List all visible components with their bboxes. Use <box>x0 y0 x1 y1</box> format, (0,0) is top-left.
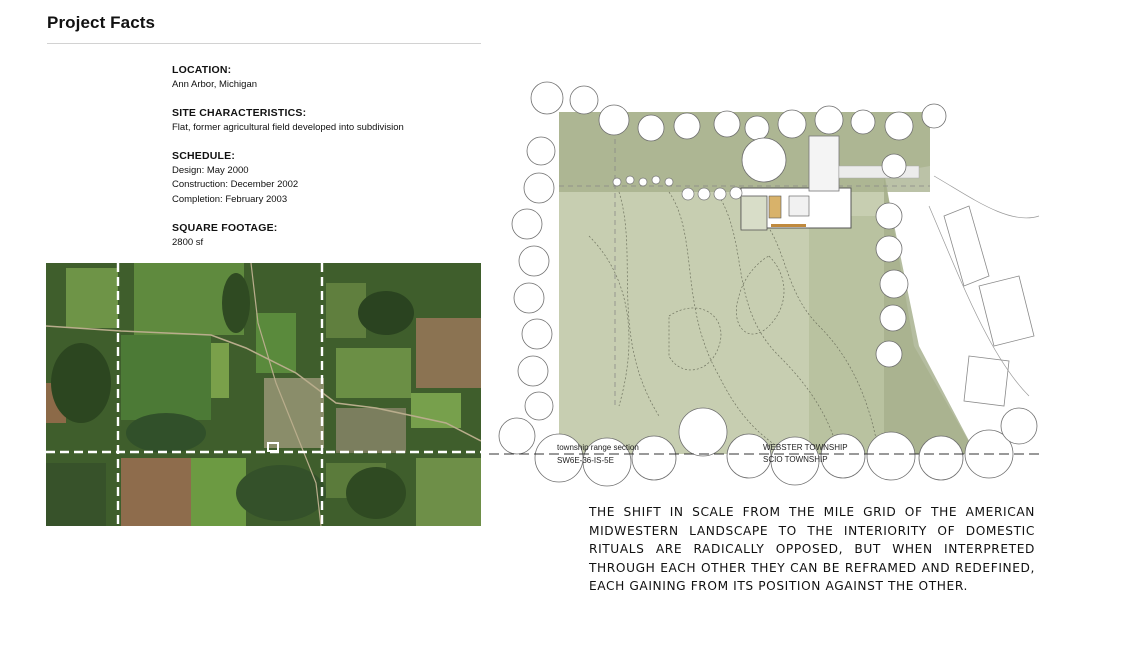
fact-heading: LOCATION: <box>172 64 232 76</box>
fact-heading: SQUARE FOOTAGE: <box>172 222 278 234</box>
label-township-range-section: township range section <box>557 443 639 452</box>
project-facts-list <box>172 63 472 264</box>
fact-value: Completion: February 2003 <box>172 193 288 205</box>
fact-schedule <box>172 149 472 207</box>
fact-heading: SITE CHARACTERISTICS: <box>172 107 307 119</box>
fact-location <box>172 63 472 92</box>
label-scio-township: SCIO TOWNSHIP <box>763 455 828 464</box>
page-title: Project Facts <box>47 13 156 32</box>
label-webster-township: WEBSTER TOWNSHIP <box>763 443 848 452</box>
fact-value: Ann Arbor, Michigan <box>172 78 258 90</box>
label-section-code: SW6E-36-IS-5E <box>557 456 614 465</box>
site-plan-drawing <box>489 76 1043 494</box>
fact-value: 2800 sf <box>172 236 204 248</box>
caption-text: THE SHIFT IN SCALE FROM THE MILE GRID OF THE AMERICAN MIDWESTERN LANDSCAPE TO THE INTERIORITY OF DOMESTIC RITUALS ARE RADICALLY OPPOSED, BUT WHEN INTERPRETED THROUGH EACH OTHER THEY CAN BE REFRAMED AND REDEFINED, EACH GAINING FROM ITS POSITION AGAINST THE OTHER. <box>589 505 1035 594</box>
fact-site-characteristics <box>172 106 472 135</box>
fact-value: Flat, former agricultural field developed into subdivision <box>172 121 404 133</box>
fact-square-footage <box>172 221 472 250</box>
fact-value: Design: May 2000 <box>172 164 249 176</box>
title-divider <box>47 43 481 44</box>
aerial-photo-mile-grid <box>46 263 481 526</box>
fact-value: Construction: December 2002 <box>172 179 299 190</box>
fact-heading: SCHEDULE: <box>172 150 236 162</box>
